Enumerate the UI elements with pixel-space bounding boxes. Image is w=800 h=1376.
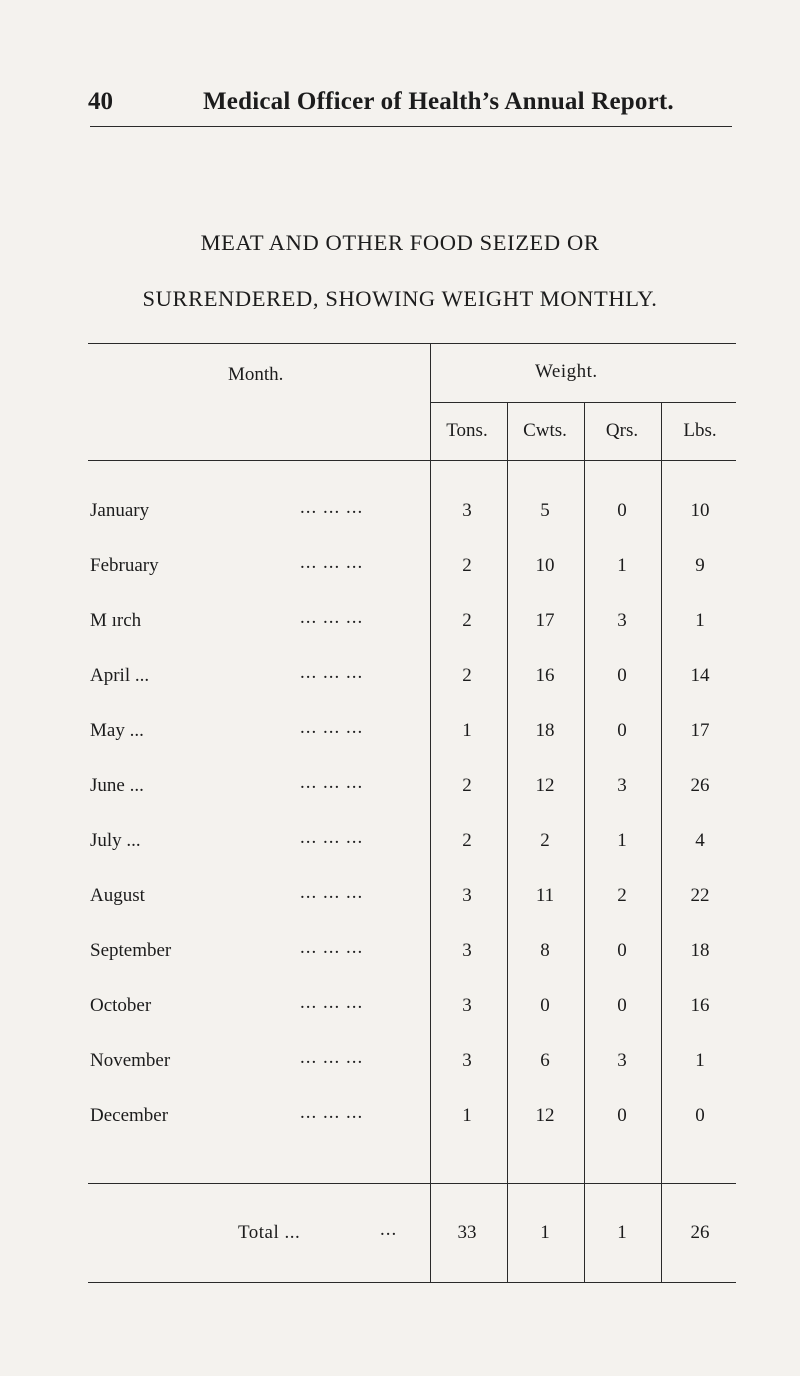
total-rule	[88, 1183, 736, 1184]
page-number: 40	[88, 88, 113, 115]
tons-cell: 2	[462, 830, 472, 851]
cwts-cell: 0	[540, 995, 550, 1016]
cwts-cell: 10	[535, 555, 555, 576]
header-rule	[90, 126, 732, 127]
dot-leader: ... ... ...	[300, 662, 364, 683]
month-cell: September	[90, 940, 172, 961]
dot-leader: ... ... ...	[300, 772, 364, 793]
qrs-cell: 0	[617, 665, 627, 686]
total-cwts-cell: 1	[540, 1222, 550, 1243]
qrs-cell: 3	[617, 610, 627, 631]
tons-cell: 2	[462, 665, 472, 686]
total-dot-leader: ...	[380, 1219, 398, 1240]
column-header-lbs: Lbs.	[683, 420, 717, 441]
qrs-cell: 3	[617, 775, 627, 796]
qrs-cell: 1	[617, 830, 627, 851]
month-header: Month.	[228, 364, 284, 385]
dot-leader: ... ... ...	[300, 827, 364, 848]
tons-cell: 3	[462, 1050, 472, 1071]
cwts-cell: 17	[535, 610, 555, 631]
lbs-cell: 26	[690, 775, 710, 796]
lbs-cell: 4	[695, 830, 705, 851]
total-lbs-cell: 26	[690, 1222, 710, 1243]
cwts-cell: 11	[535, 885, 555, 906]
dot-leader: ... ... ...	[300, 937, 364, 958]
cwts-cell: 5	[540, 500, 550, 521]
lbs-cell: 14	[690, 665, 710, 686]
tons-cell: 1	[462, 720, 472, 741]
header-bottom-rule	[88, 460, 736, 461]
cwts-cell: 12	[535, 1105, 555, 1126]
table-title-line-2: SURRENDERED, SHOWING WEIGHT MONTHLY.	[142, 286, 658, 311]
month-cell: December	[90, 1105, 169, 1126]
tons-cell: 2	[462, 555, 472, 576]
qrs-cell: 2	[617, 885, 627, 906]
tons-cell: 3	[462, 885, 472, 906]
cwts-cell: 8	[540, 940, 550, 961]
month-cell: February	[90, 555, 159, 576]
dot-leader: ... ... ...	[300, 1102, 364, 1123]
column-divider-1	[507, 402, 508, 1282]
weight-header: Weight.	[535, 361, 598, 382]
qrs-cell: 0	[617, 500, 627, 521]
month-cell: June ...	[90, 775, 144, 796]
cwts-cell: 18	[535, 720, 555, 741]
running-title: Medical Officer of Health’s Annual Report.	[203, 88, 674, 115]
cwts-cell: 6	[540, 1050, 550, 1071]
column-divider-month	[430, 343, 431, 1282]
month-cell: May ...	[90, 720, 144, 741]
total-tons-cell: 33	[457, 1222, 477, 1243]
table-title-line-1: MEAT AND OTHER FOOD SEIZED OR	[200, 230, 600, 255]
total-qrs-cell: 1	[617, 1222, 627, 1243]
cwts-cell: 2	[540, 830, 550, 851]
lbs-cell: 1	[695, 610, 705, 631]
month-cell: October	[90, 995, 152, 1016]
lbs-cell: 22	[690, 885, 710, 906]
cwts-cell: 12	[535, 775, 555, 796]
dot-leader: ... ... ...	[300, 607, 364, 628]
lbs-cell: 9	[695, 555, 705, 576]
month-cell: M ırch	[90, 610, 142, 631]
table-top-rule	[88, 343, 736, 344]
column-header-qrs: Qrs.	[605, 420, 639, 441]
dot-leader: ... ... ...	[300, 992, 364, 1013]
month-cell: January	[90, 500, 150, 521]
qrs-cell: 0	[617, 720, 627, 741]
cwts-cell: 16	[535, 665, 555, 686]
column-divider-3	[661, 402, 662, 1282]
qrs-cell: 0	[617, 940, 627, 961]
total-label: Total ...	[238, 1222, 301, 1243]
lbs-cell: 1	[695, 1050, 705, 1071]
tons-cell: 3	[462, 500, 472, 521]
qrs-cell: 3	[617, 1050, 627, 1071]
tons-cell: 2	[462, 610, 472, 631]
qrs-cell: 0	[617, 1105, 627, 1126]
tons-cell: 3	[462, 940, 472, 961]
month-cell: November	[90, 1050, 171, 1071]
dot-leader: ... ... ...	[300, 717, 364, 738]
tons-cell: 1	[462, 1105, 472, 1126]
lbs-cell: 18	[690, 940, 710, 961]
dot-leader: ... ... ...	[300, 882, 364, 903]
dot-leader: ... ... ...	[300, 497, 364, 518]
month-cell: April ...	[90, 665, 150, 686]
dot-leader: ... ... ...	[300, 552, 364, 573]
lbs-cell: 0	[695, 1105, 705, 1126]
page-header	[88, 88, 738, 128]
lbs-cell: 17	[690, 720, 710, 741]
table-bottom-rule	[88, 1282, 736, 1283]
month-cell: August	[90, 885, 145, 906]
qrs-cell: 0	[617, 995, 627, 1016]
column-divider-2	[584, 402, 585, 1282]
dot-leader: ... ... ...	[300, 1047, 364, 1068]
weight-subheader-rule	[430, 402, 736, 403]
column-header-tons: Tons.	[446, 420, 488, 441]
lbs-cell: 16	[690, 995, 710, 1016]
qrs-cell: 1	[617, 555, 627, 576]
tons-cell: 2	[462, 775, 472, 796]
month-cell: July ...	[90, 830, 141, 851]
tons-cell: 3	[462, 995, 472, 1016]
column-header-cwts: Cwts.	[523, 420, 567, 441]
lbs-cell: 10	[690, 500, 710, 521]
